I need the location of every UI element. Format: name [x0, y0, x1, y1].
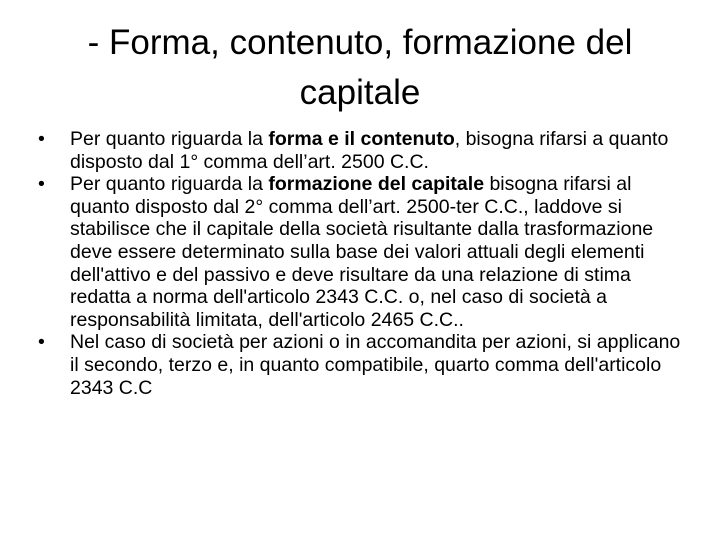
bullet-2-text-end: bisogna rifarsi al quanto disposto dal 2° comma dell’art. 2500-ter C.C., laddove si stabilisce che il capitale della società risultante dalla trasformazione deve essere determinato sulla base dei valori attuali degli elementi dell'attivo e del passivo e deve risultare da una relazione di stima redatta a norma dell'articolo 2343 C.C. o, nel caso di società a responsabilità limitata, dell'articolo 2465 C.C..: [70, 173, 654, 331]
bullet-1-bold-text: forma e il contenuto: [268, 128, 455, 150]
bullet-item-forma-contenuto: [38, 128, 688, 173]
bullet-2-bold-text: formazione del capitale: [268, 173, 485, 196]
bullet-item-formazione-capitale: [38, 173, 688, 331]
bullet-1-text-start: Per quanto riguarda la: [70, 128, 269, 150]
bullet-3-text: Nel caso di società per azioni o in accomandita per azioni, si applicano il secondo, terzo e, in quanto compatibile, quarto comma dell'articolo 2343 C.C: [70, 331, 681, 399]
bullet-list: [38, 128, 688, 399]
slide-title-line-2: capitale: [299, 73, 421, 112]
bullet-icon: •: [38, 331, 45, 354]
bullet-item-spa-sapa: [38, 331, 688, 399]
bullet-2-text-start: Per quanto riguarda la: [70, 173, 269, 196]
slide-title: [40, 18, 680, 118]
bullet-1-text-end: , bisogna rifarsi a quanto disposto dal 1° comma dell’art. 2500 C.C.: [70, 128, 669, 173]
bullet-icon: •: [38, 173, 45, 196]
bullet-icon: •: [38, 128, 45, 150]
slide-title-line-1: - Forma, contenuto, formazione del: [87, 23, 633, 62]
